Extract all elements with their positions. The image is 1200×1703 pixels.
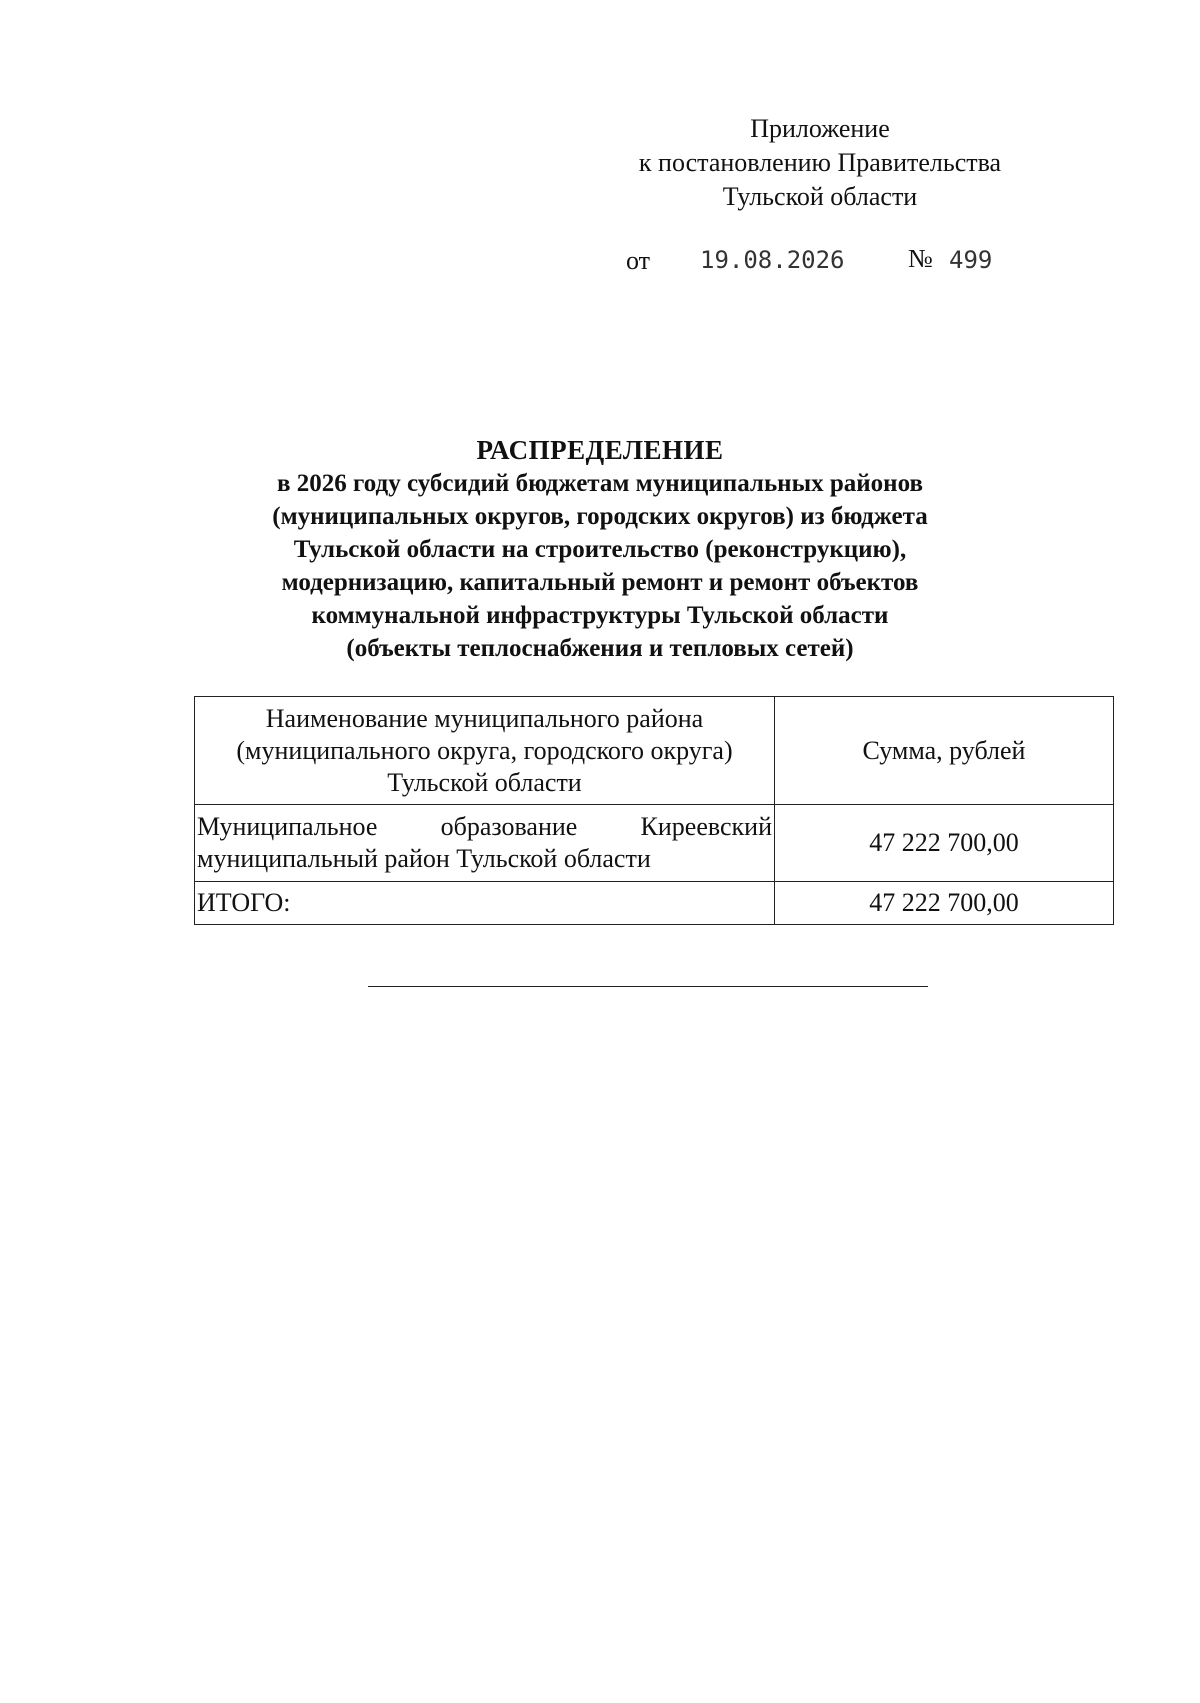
header-name-line-1: Наименование муниципального района [265,703,704,733]
total-label: ИТОГО: [195,882,775,925]
appendix-line-2: к постановлению Правительства [638,148,1002,177]
document-title: РАСПРЕДЕЛЕНИЕ [476,435,724,465]
document-number: 499 [949,246,993,274]
appendix-header [600,112,1040,214]
table-row [195,805,1114,882]
document-date: 19.08.2026 [700,246,845,274]
table-header-row [195,697,1114,805]
date-prefix: от [626,246,651,275]
total-amount: 47 222 700,00 [775,882,1114,925]
appendix-line-3: Тульской области [722,182,918,211]
header-name-line-3: Тульской области [387,767,582,797]
number-sign: № [908,244,933,273]
distribution-table [194,696,1114,925]
table-total-row [195,882,1114,925]
document-subtitle: в 2026 году субсидий бюджетам муниципальных районов (муниципальных округов, городских округов) из бюджета Тульской области на строительство (реконструкцию), модернизацию, капитальный ремонт и ремонт объектов коммунальной инфраструктуры Тульской области (объекты теплоснабжения и тепловых сетей) [272,470,928,662]
header-amount-cell: Сумма, рублей [775,697,1114,805]
municipality-name: Муниципальное образование Киреевский муниципальный район Тульской области [195,805,775,882]
header-name-cell [195,697,775,805]
municipality-amount: 47 222 700,00 [775,805,1114,882]
closing-divider [368,986,928,987]
header-name-line-2: (муниципального округа, городского округа) [236,735,733,765]
document-heading [150,434,1050,665]
appendix-line-1: Приложение [750,114,890,143]
document-date-number [626,246,1046,280]
